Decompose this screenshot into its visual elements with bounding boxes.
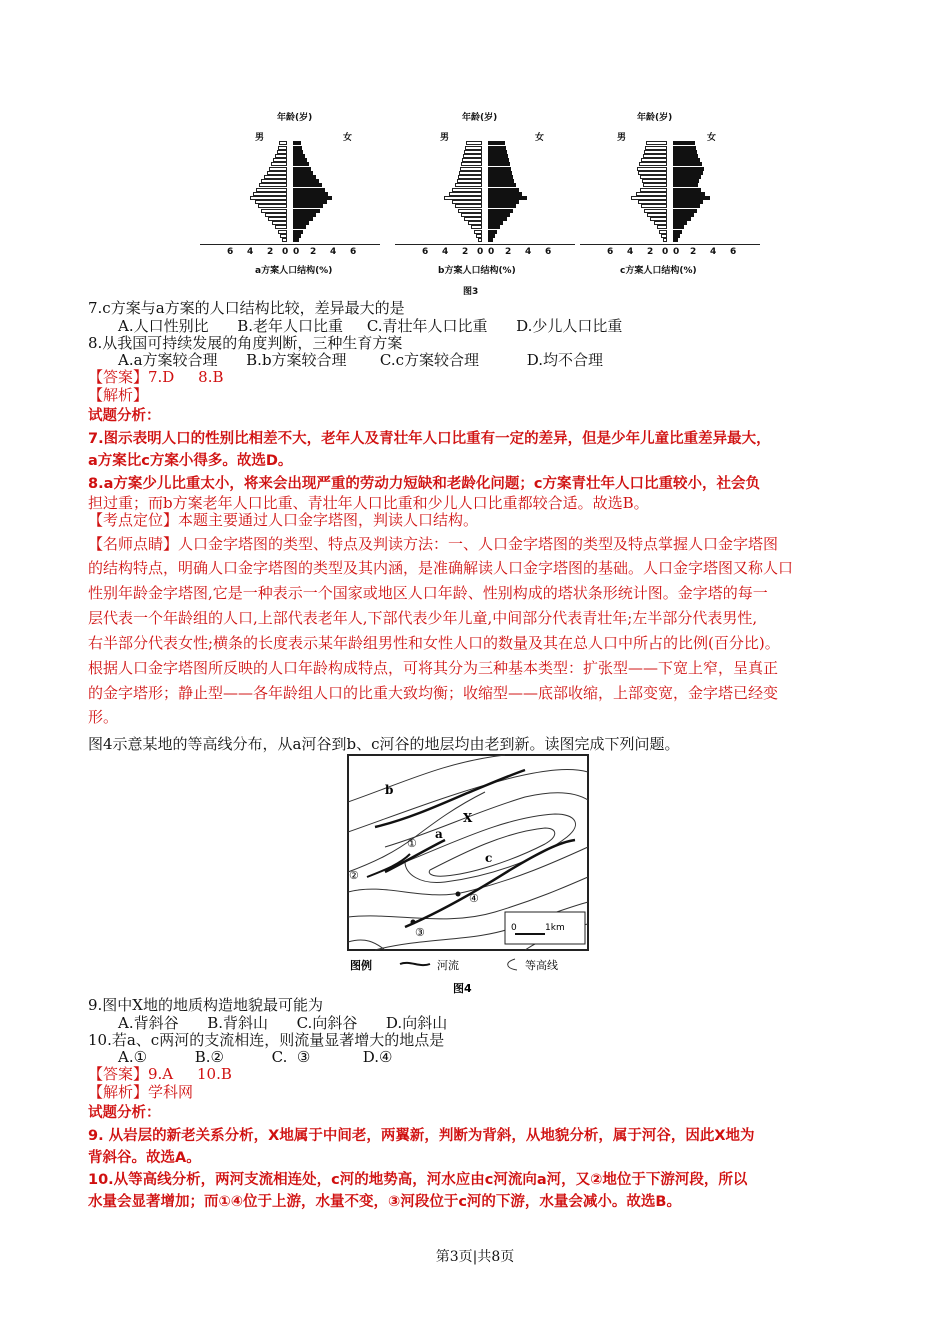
female-bar: [488, 192, 522, 196]
tick-label: 6: [607, 247, 614, 257]
female-bar: [293, 162, 309, 166]
female-bar: [293, 204, 323, 208]
male-bar: [278, 230, 287, 234]
mingshi-3: 层代表一个年龄组的人口,上部代表老年人,下部代表少年儿童,中间部分代表青壮年;左半部分代表男性,: [88, 609, 758, 627]
male-bar: [269, 167, 287, 171]
male-bar: [476, 234, 482, 238]
pyramid-caption: b方案人口结构(%): [438, 266, 516, 276]
tick-label: 6: [545, 247, 552, 257]
male-bar: [250, 196, 287, 200]
age-label: 年龄(岁): [637, 113, 673, 123]
mingshi-5: 根据人口金字塔图所反映的人口年龄构成特点，可将其分为三种基本类型：扩张型——下宽上窄，呈真正: [88, 659, 779, 677]
male-bar: [645, 146, 667, 150]
female-bar: [488, 175, 513, 179]
explain-10a: 10.从等高线分析，两河支流相连处，c河的地势高，河水应由c河流向a河，又②地位于下游河段，所以: [88, 1172, 748, 1188]
male-bar: [256, 188, 287, 192]
female-bar: [488, 217, 507, 221]
male-bar: [478, 238, 482, 242]
analysis-1: 【解析】: [88, 386, 149, 404]
age-label: 年龄(岁): [277, 113, 313, 123]
male-bar: [650, 217, 667, 221]
tick-label: 4: [247, 247, 254, 257]
female-bar: [488, 204, 516, 208]
female-bar: [293, 150, 303, 154]
tick-label: 4: [330, 247, 337, 257]
female-bar: [293, 192, 328, 196]
female-bar: [488, 200, 519, 204]
male-bar: [271, 162, 287, 166]
pyramid-a: [195, 108, 385, 278]
male-bar: [463, 154, 482, 158]
female-bar: [293, 146, 302, 150]
tick-label: 4: [710, 247, 717, 257]
female-bar: [673, 196, 710, 200]
explain-7a: 7.图示表明人口的性别比相差不大，老年人及青壮年人口比重有一定的差异，但是少年儿童比重差异最大，: [88, 431, 771, 447]
tick-label: 6: [730, 247, 737, 257]
mingshi-1: 的结构特点，明确人口金字塔图的类型及其内涵，是准确解读人口金字塔图的基础。人口金字塔图又称人口: [88, 559, 794, 577]
q7-options: A.人口性别比 B.老年人口比重 C.青壮年人口比重 D.少儿人口比重: [118, 317, 623, 335]
female-bar: [293, 183, 322, 187]
male-bar: [449, 192, 482, 196]
male-bar: [643, 183, 667, 187]
male-bar: [631, 196, 667, 200]
female-bar: [293, 230, 303, 234]
tick-label: 0: [673, 247, 680, 257]
female-bar: [293, 200, 327, 204]
q8-stem: 8.从我国可持续发展的角度判断，三种生育方案: [88, 334, 403, 352]
female-bar: [488, 230, 497, 234]
tick-label: 4: [627, 247, 634, 257]
tick-label: 0: [488, 247, 495, 257]
x-axis: [580, 244, 760, 245]
male-bar: [638, 171, 667, 175]
tick-label: 2: [462, 247, 469, 257]
male-bar: [646, 141, 667, 145]
female-bar: [488, 234, 495, 238]
female-bar: [488, 213, 510, 217]
female-bar: [673, 171, 703, 175]
female-bar: [488, 146, 506, 150]
tick-label: 2: [690, 247, 697, 257]
female-label: 女: [343, 133, 353, 143]
figure-4: [345, 752, 605, 997]
female-label: 女: [535, 133, 545, 143]
q9-options: A.背斜谷 B.背斜山 C.向斜谷 D.向斜山: [118, 1014, 448, 1032]
explain-7b: a方案比c方案小得多。故选D。: [88, 453, 293, 469]
answer-2: 【答案】9.A 10.B: [88, 1065, 232, 1083]
male-bar: [638, 200, 667, 204]
legend-contour: 等高线: [525, 959, 558, 972]
female-bar: [293, 154, 305, 158]
male-bar: [462, 158, 482, 162]
legend-river: 河流: [437, 959, 459, 972]
male-bar: [639, 162, 667, 166]
female-bar: [673, 141, 695, 145]
male-bar: [637, 167, 667, 171]
male-bar: [280, 234, 287, 238]
male-bar: [277, 150, 287, 154]
tick-label: 0: [293, 247, 300, 257]
tick-label: 2: [647, 247, 654, 257]
mingshi-2: 性别年龄金字塔图,它是一种表示一个国家或地区人口年龄、性别构成的塔状条形统计图。金字塔的每一: [88, 584, 768, 602]
scale-zero: 0: [511, 923, 517, 933]
female-bar: [673, 217, 691, 221]
male-bar: [641, 158, 667, 162]
female-bar: [488, 171, 512, 175]
male-bar: [255, 200, 287, 204]
intro-4: 图4示意某地的等高线分布，从a河谷到b、c河谷的地层均由老到新。读图完成下列问题。: [88, 735, 680, 753]
q7-stem: 7.c方案与a方案的人口结构比较，差异最大的是: [88, 299, 405, 317]
female-bar: [293, 196, 332, 200]
pyramid-c: [575, 108, 765, 278]
male-bar: [461, 162, 482, 166]
male-bar: [640, 188, 667, 192]
female-bar: [673, 146, 696, 150]
female-bar: [293, 158, 307, 162]
female-bar: [293, 217, 313, 221]
male-bar: [278, 146, 287, 150]
male-bar: [640, 175, 667, 179]
male-bar: [452, 200, 482, 204]
female-bar: [673, 238, 678, 242]
female-bar: [673, 175, 701, 179]
male-bar: [636, 192, 667, 196]
female-bar: [673, 213, 694, 217]
label-a: a: [435, 827, 443, 841]
male-bar: [644, 150, 667, 154]
male-bar: [455, 204, 482, 208]
male-bar: [659, 230, 667, 234]
male-bar: [641, 204, 667, 208]
male-label: 男: [440, 133, 450, 143]
female-bar: [488, 196, 527, 200]
male-bar: [661, 234, 667, 238]
female-bar: [488, 179, 514, 183]
tick-label: 4: [442, 247, 449, 257]
pyramid-caption: a方案人口结构(%): [255, 266, 333, 276]
sub-heading-1: 试题分析：: [88, 408, 161, 424]
male-bar: [272, 221, 287, 225]
female-bar: [488, 162, 510, 166]
kaodian: 【考点定位】本题主要通过人口金字塔图，判读人口结构。: [88, 511, 479, 529]
female-bar: [673, 183, 698, 187]
male-bar: [455, 183, 482, 187]
mingshi-6: 的金字塔形；静止型——各年龄组人口的比重大致均衡；收缩型——底部收缩，上部变宽，金字塔已经变: [88, 684, 779, 702]
male-bar: [258, 204, 287, 208]
female-bar: [673, 179, 699, 183]
female-bar: [293, 213, 316, 217]
female-bar: [488, 221, 503, 225]
male-bar: [654, 221, 667, 225]
female-bar: [673, 192, 705, 196]
male-bar: [663, 238, 667, 242]
male-bar: [261, 209, 287, 213]
female-bar: [293, 141, 301, 145]
female-bar: [488, 225, 500, 229]
mingshi-7: 形。: [88, 708, 119, 726]
male-bar: [657, 225, 667, 229]
female-bar: [673, 158, 700, 162]
q9-stem: 9.图中X地的地质构造地貌最可能为: [88, 996, 323, 1014]
q8-options: A.a方案较合理 B.b方案较合理 C.c方案较合理 D.均不合理: [118, 351, 603, 369]
male-bar: [466, 141, 482, 145]
scale-one-km: 1km: [545, 923, 565, 933]
mingshi-4: 右半部分代表女性;横条的长度表示某年龄组男性和女性人口的数量及其在总人口中所占的比例(百分比)。: [88, 634, 780, 652]
male-bar: [465, 146, 482, 150]
figure-3: [195, 108, 755, 308]
tick-label: 0: [282, 247, 289, 257]
female-bar: [488, 154, 508, 158]
tick-label: 2: [267, 247, 274, 257]
pyramid-caption: c方案人口结构(%): [620, 266, 697, 276]
male-label: 男: [617, 133, 627, 143]
tick-label: 0: [477, 247, 484, 257]
explain-8b: 担过重；而b方案老年人口比重、青壮年人口比重和少儿人口比重都较合适。故选B。: [88, 494, 649, 512]
figure-4-label: 图4: [453, 982, 472, 995]
female-bar: [673, 230, 682, 234]
female-bar: [488, 167, 511, 171]
male-bar: [267, 171, 287, 175]
tick-label: 6: [227, 247, 234, 257]
tick-label: 2: [505, 247, 512, 257]
female-bar: [293, 179, 319, 183]
female-bar: [293, 209, 320, 213]
female-bar: [488, 141, 505, 145]
female-bar: [673, 234, 680, 238]
male-bar: [468, 221, 482, 225]
female-bar: [673, 188, 701, 192]
male-bar: [642, 179, 667, 183]
female-bar: [673, 221, 687, 225]
tick-label: 6: [422, 247, 429, 257]
female-bar: [488, 150, 507, 154]
female-bar: [673, 162, 702, 166]
label-point-4: ④: [469, 892, 479, 905]
label-point-3: ③: [415, 926, 425, 939]
q10-stem: 10.若a、c两河的支流相连，则流量显著增大的地点是: [88, 1031, 445, 1049]
male-bar: [644, 209, 667, 213]
male-bar: [279, 141, 287, 145]
male-bar: [458, 209, 482, 213]
female-bar: [673, 200, 703, 204]
analysis-2: 【解析】学科网: [88, 1083, 194, 1101]
male-bar: [474, 230, 482, 234]
male-bar: [265, 213, 287, 217]
male-bar: [452, 188, 482, 192]
male-bar: [647, 213, 667, 217]
female-bar: [293, 167, 311, 171]
male-label: 男: [255, 133, 265, 143]
label-b: b: [385, 783, 394, 797]
tick-label: 6: [350, 247, 357, 257]
male-bar: [444, 196, 482, 200]
male-bar: [273, 158, 287, 162]
male-bar: [259, 183, 287, 187]
legend-title: 图例: [350, 959, 372, 972]
explain-9a: 9. 从岩层的新老关系分析，X地属于中间老，两翼新，判断为背斜，从地貌分析，属于河谷，因此X地为: [88, 1128, 755, 1144]
male-bar: [275, 225, 287, 229]
female-bar: [488, 188, 519, 192]
male-bar: [459, 171, 482, 175]
x-axis: [200, 244, 380, 245]
male-bar: [460, 167, 482, 171]
age-label: 年龄(岁): [462, 113, 498, 123]
male-bar: [643, 154, 667, 158]
explain-10b: 水量会显著增加；而①④位于上游，水量不变，③河段位于c河的下游，水量会减小。故选B。: [88, 1194, 681, 1210]
q10-options: A.① B.② C. ③ D.④: [118, 1048, 393, 1066]
tick-label: 4: [525, 247, 532, 257]
sub-heading-2: 试题分析：: [88, 1105, 161, 1121]
female-bar: [488, 238, 493, 242]
label-c: c: [485, 851, 493, 865]
explain-8a: 8.a方案少儿比重太小，将来会出现严重的劳动力短缺和老龄化问题；c方案青壮年人口比重较小，社会负: [88, 476, 760, 492]
female-bar: [293, 225, 306, 229]
male-bar: [253, 192, 287, 196]
label-point-2: ②: [349, 869, 359, 882]
female-label: 女: [707, 133, 717, 143]
female-bar: [293, 234, 301, 238]
female-bar: [293, 175, 316, 179]
female-bar: [673, 154, 698, 158]
female-bar: [293, 238, 299, 242]
male-bar: [457, 179, 482, 183]
explain-9b: 背斜谷。故选A。: [88, 1150, 201, 1166]
male-bar: [261, 179, 287, 183]
label-x: X: [463, 811, 473, 825]
pyramid-b: [390, 108, 580, 278]
male-bar: [282, 238, 287, 242]
female-bar: [293, 221, 309, 225]
page-footer: 第3页|共8页: [435, 1249, 515, 1265]
mingshi-0: 【名师点睛】人口金字塔图的类型、特点及判读方法：一、人口金字塔图的类型及特点掌握人口金字塔图: [88, 535, 779, 553]
male-bar: [268, 217, 287, 221]
female-bar: [488, 183, 516, 187]
male-bar: [264, 175, 287, 179]
tick-label: 2: [310, 247, 317, 257]
male-bar: [275, 154, 287, 158]
female-bar: [293, 188, 325, 192]
male-bar: [464, 217, 482, 221]
label-point-1: ①: [407, 837, 417, 850]
x-axis: [395, 244, 575, 245]
female-bar: [673, 225, 684, 229]
female-bar: [673, 209, 697, 213]
male-bar: [471, 225, 482, 229]
figure-label: 图3: [463, 287, 479, 297]
female-bar: [488, 158, 509, 162]
tick-label: 0: [662, 247, 669, 257]
female-bar: [673, 167, 704, 171]
female-bar: [673, 204, 700, 208]
answer-1: 【答案】7.D 8.B: [88, 368, 224, 386]
female-bar: [673, 150, 697, 154]
male-bar: [458, 175, 482, 179]
male-bar: [461, 213, 482, 217]
female-bar: [488, 209, 513, 213]
female-bar: [293, 171, 313, 175]
male-bar: [464, 150, 482, 154]
